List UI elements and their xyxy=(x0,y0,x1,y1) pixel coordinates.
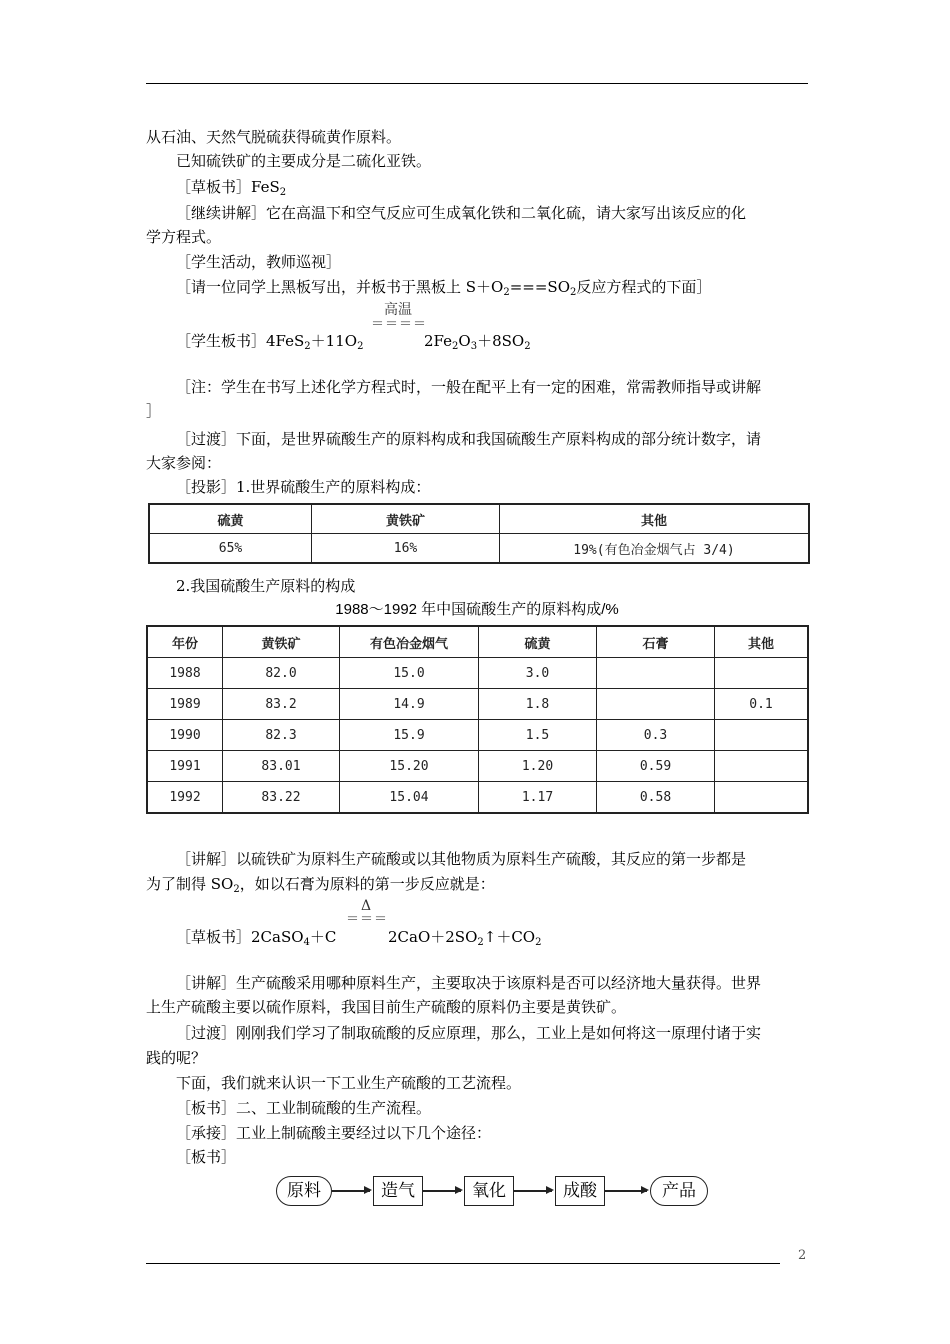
table-cell: 14.9 xyxy=(340,689,479,720)
table-cell xyxy=(715,782,809,814)
table-row xyxy=(147,720,808,751)
equation-right: $2CaO+2SO_2↑+CO_2$ xyxy=(388,928,542,948)
paragraph: ［投影］1.世界硫酸生产的原料构成： xyxy=(176,478,431,496)
paragraph: ［过渡］下面，是世界硫酸生产的原料构成和我国硫酸生产原料构成的部分统计数字，请 xyxy=(176,430,762,448)
table-cell: 0.58 xyxy=(597,782,715,814)
table-cell xyxy=(597,658,715,689)
table-header: 石膏 xyxy=(597,626,715,658)
process-flow-diagram xyxy=(274,1172,714,1210)
flow-node-product: 产品 xyxy=(650,1176,708,1206)
arrow-icon xyxy=(423,1190,461,1192)
footer-rule xyxy=(146,1263,780,1264)
table-cell: 83.2 xyxy=(223,689,340,720)
table-cell: 19%(有色冶金烟气占 3/4) xyxy=(500,534,810,564)
table-cell: 1992 xyxy=(147,782,223,814)
table-cell: 82.0 xyxy=(223,658,340,689)
table-cell: 15.04 xyxy=(340,782,479,814)
table-cell: 15.9 xyxy=(340,720,479,751)
equation-right: $2Fe_2O_3+8SO_2$ xyxy=(424,332,531,352)
paragraph: ［讲解］以硫铁矿为原料生产硫酸或以其他物质为原料生产硫酸，其反应的第一步都是 xyxy=(176,850,747,868)
table-cell: 1.8 xyxy=(479,689,597,720)
flow-node-acid-formation: 成酸 xyxy=(555,1176,605,1206)
flow-node-raw-material: 原料 xyxy=(276,1176,332,1206)
china-material-table xyxy=(146,625,809,814)
paragraph: 大家参阅： xyxy=(146,454,222,472)
table-cell: 83.22 xyxy=(223,782,340,814)
paragraph: ［注：学生在书写上述化学方程式时，一般在配平上有一定的困难，常需教师指导或讲解 xyxy=(176,378,762,396)
table-cell xyxy=(597,689,715,720)
page-number: 2 xyxy=(798,1248,807,1263)
table-cell xyxy=(715,720,809,751)
paragraph: 学方程式。 xyxy=(146,228,222,246)
table-cell: 1990 xyxy=(147,720,223,751)
equation: ［学生板书$]4FeS_2+11O_2$ xyxy=(176,332,364,352)
condition-label: Δ xyxy=(360,898,372,914)
paragraph: 践的呢？ xyxy=(146,1049,207,1067)
arrow-icon xyxy=(605,1190,647,1192)
table-cell: 0.1 xyxy=(715,689,809,720)
table-header: 硫黄 xyxy=(149,504,312,534)
condition-label: 高温 xyxy=(384,302,412,318)
paragraph: ［学生活动，教师巡视］ xyxy=(176,253,342,271)
equals-sign: ＝＝＝ xyxy=(346,912,389,927)
paragraph: ［板书］二、工业制硫酸的生产流程。 xyxy=(176,1099,432,1117)
paragraph: ［过渡］刚刚我们学习了制取硫酸的反应原理，那么，工业上是如何将这一原理付诸于实 xyxy=(176,1024,762,1042)
table-row xyxy=(147,658,808,689)
flow-node-gas-making: 造气 xyxy=(373,1176,423,1206)
paragraph: ［请一位同学上黑板写出，并板书于黑板上 $S+O_2===SO_2$反应方程式的下面］ xyxy=(176,278,712,298)
table-header: 其他 xyxy=(500,504,810,534)
table-row xyxy=(147,689,808,720)
flow-node-oxidation: 氧化 xyxy=(464,1176,514,1206)
table-cell: 0.59 xyxy=(597,751,715,782)
table-cell: 1989 xyxy=(147,689,223,720)
arrow-icon xyxy=(514,1190,552,1192)
paragraph: 从石油、天然气脱硫获得硫黄作原料。 xyxy=(146,128,402,146)
paragraph: 2.我国硫酸生产原料的构成 xyxy=(176,577,356,595)
table-header: 年份 xyxy=(147,626,223,658)
paragraph: ］ xyxy=(146,402,162,420)
table-cell: 3.0 xyxy=(479,658,597,689)
paragraph: ［草板书］FeS$_2$ xyxy=(176,178,287,198)
table-cell: 1988 xyxy=(147,658,223,689)
paragraph: ［承接］工业上制硫酸主要经过以下几个途径： xyxy=(176,1124,492,1142)
table-header: 其他 xyxy=(715,626,809,658)
paragraph: 为了制得 $SO_2$，如以石膏为原料的第一步反应就是： xyxy=(146,875,495,895)
table-cell: 16% xyxy=(312,534,500,564)
arrow-icon xyxy=(332,1190,370,1192)
paragraph: ［讲解］生产硫酸采用哪种原料生产，主要取决于该原料是否可以经济地大量获得。世界 xyxy=(176,974,762,992)
header-rule xyxy=(146,83,808,84)
equals-sign: ＝＝＝＝ xyxy=(371,317,428,332)
paragraph: 上生产硫酸主要以硫作原料，我国目前生产硫酸的原料仍主要是黄铁矿。 xyxy=(146,998,627,1016)
table-cell: 1.5 xyxy=(479,720,597,751)
table-cell xyxy=(715,751,809,782)
table-row xyxy=(147,782,808,814)
paragraph: ［继续讲解］它在高温下和空气反应可生成氧化铁和二氧化硫，请大家写出该反应的化 xyxy=(176,204,747,222)
table-cell: 1.17 xyxy=(479,782,597,814)
paragraph: 已知硫铁矿的主要成分是二硫化亚铁。 xyxy=(176,152,432,170)
table-cell: 15.0 xyxy=(340,658,479,689)
table-header: 黄铁矿 xyxy=(223,626,340,658)
table-cell: 82.3 xyxy=(223,720,340,751)
table-cell: 1991 xyxy=(147,751,223,782)
paragraph: 下面，我们就来认识一下工业生产硫酸的工艺流程。 xyxy=(176,1074,522,1092)
table-cell: 65% xyxy=(149,534,312,564)
equation: ［草板书］2CaSO$_4$＋C xyxy=(176,928,337,948)
table-cell: 15.20 xyxy=(340,751,479,782)
table-header: 黄铁矿 xyxy=(312,504,500,534)
table-cell: 1.20 xyxy=(479,751,597,782)
table-header: 有色冶金烟气 xyxy=(340,626,479,658)
paragraph: ［板书］ xyxy=(176,1148,237,1166)
table-header: 硫黄 xyxy=(479,626,597,658)
table-row xyxy=(147,751,808,782)
table-caption: 1988～1992 年中国硫酸生产的原料构成/% xyxy=(335,601,619,618)
world-material-table xyxy=(148,503,810,564)
table-cell: 83.01 xyxy=(223,751,340,782)
table-cell: 0.3 xyxy=(597,720,715,751)
table-cell xyxy=(715,658,809,689)
